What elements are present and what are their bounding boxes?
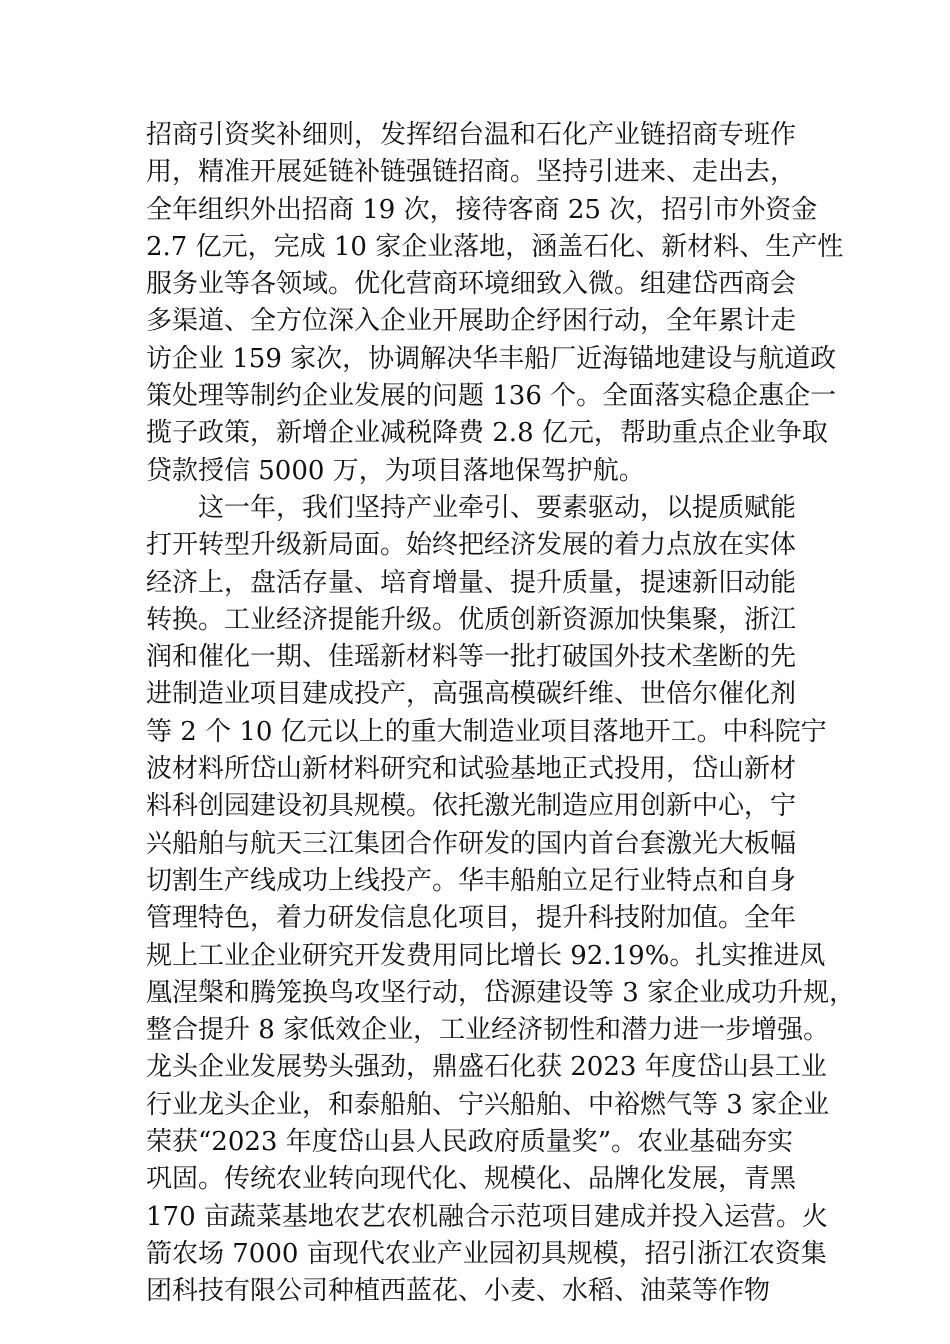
text-line: 2.7 亿元，完成 10 家企业落地，涵盖石化、新材料、生产性 (146, 231, 844, 262)
text-line: 切割生产线成功上线投产。华丰船舶立足行业特点和自身 (146, 865, 797, 896)
text-line: 管理特色，着力研发信息化项目，提升科技附加值。全年 (146, 903, 797, 934)
text-line: 贷款授信 5000 万，为项目落地保驾护航。 (146, 455, 645, 486)
text-line: 润和催化一期、佳瑶新材料等一批打破国外技术垄断的先 (146, 642, 797, 673)
text-line: 龙头企业发展势头强劲，鼎盛石化获 2023 年度岱山县工业 (146, 1052, 827, 1083)
text-line: 料科创园建设初具规模。依托激光制造应用创新中心，宁 (146, 791, 797, 822)
text-line: 荣获“2023 年度岱山县人民政府质量奖”。农业基础夯实 (146, 1127, 794, 1158)
text-line: 波材料所岱山新材料研究和试验基地正式投用，岱山新材 (146, 754, 797, 785)
text-line: 这一年，我们坚持产业牵引、要素驱动，以提质赋能 (198, 492, 797, 523)
text-line: 170 亩蔬菜基地农艺农机融合示范项目建成并投入运营。火 (146, 1201, 828, 1232)
text-line: 转换。工业经济提能升级。优质创新资源加快集聚，浙江 (146, 604, 797, 635)
text-line: 整合提升 8 家低效企业，工业经济韧性和潜力进一步增强。 (146, 1015, 830, 1046)
text-line: 招商引资奖补细则，发挥绍台温和石化产业链招商专班作 (146, 120, 797, 150)
text-line: 兴船舶与航天三江集团合作研发的国内首台套激光大板幅 (146, 828, 797, 859)
text-line: 等 2 个 10 亿元以上的重大制造业项目落地开工。中科院宁 (146, 716, 827, 747)
body-text (146, 117, 856, 1311)
text-line: 全年组织外出招商 19 次，接待客商 25 次，招引市外资金 (146, 194, 818, 225)
text-line: 经济上，盘活存量、培育增量、提升质量，提速新旧动能 (146, 567, 797, 598)
text-line: 凰涅槃和腾笼换鸟攻坚行动，岱源建设等 3 家企业成功升规， (146, 977, 856, 1008)
text-line: 规上工业企业研究开发费用同比增长 92.19%。扎实推进凤 (146, 940, 826, 971)
text-line: 策处理等制约企业发展的问题 136 个。全面落实稳企惠企一 (146, 381, 837, 412)
text-line: 揽子政策，新增企业减税降费 2.8 亿元，帮助重点企业争取 (146, 418, 828, 449)
text-line: 用，精准开展延链补链强链招商。坚持引进来、走出去， (146, 157, 797, 188)
paragraph-2 (146, 490, 856, 1311)
text-line: 多渠道、全方位深入企业开展助企纾困行动，全年累计走 (146, 306, 797, 337)
text-line: 巩固。传统农业转向现代化、规模化、品牌化发展，青黑 (146, 1164, 797, 1195)
text-line: 服务业等各领域。优化营商环境细致入微。组建岱西商会 (146, 269, 797, 300)
text-line: 访企业 159 家次，协调解决华丰船厂近海锚地建设与航道政 (146, 343, 837, 374)
text-line: 箭农场 7000 亩现代农业产业园初具规模，招引浙江农资集 (146, 1238, 827, 1269)
paragraph-1 (146, 117, 844, 490)
text-line: 团科技有限公司种植西蓝花、小麦、水稻、油菜等作物 (146, 1276, 771, 1307)
text-line: 打开转型升级新局面。始终把经济发展的着力点放在实体 (146, 530, 797, 561)
text-line: 行业龙头企业，和泰船舶、宁兴船舶、中裕燃气等 3 家企业 (146, 1089, 830, 1120)
text-line: 进制造业项目建成投产，高强高模碳纤维、世倍尔催化剂 (146, 679, 797, 710)
